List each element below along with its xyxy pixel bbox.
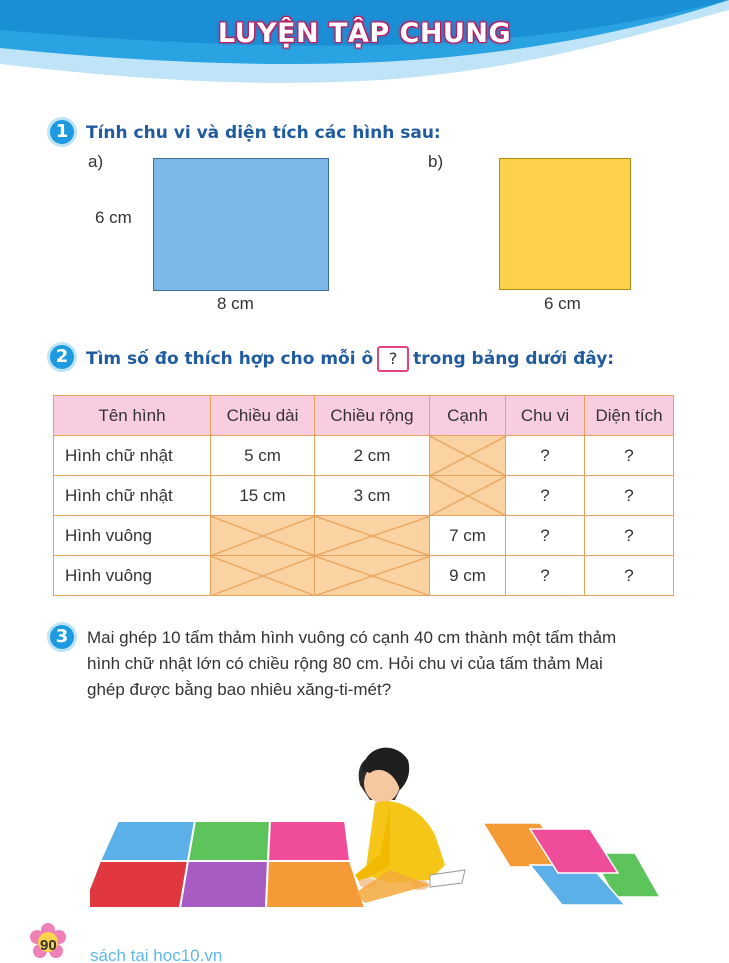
exercise-3-line-2: hình chữ nhật lớn có chiều rộng 80 cm. Hỏi chu vi của tấm thảm Mai	[87, 654, 603, 673]
table-cell: ?	[585, 476, 674, 516]
table-cell: Hình vuông	[54, 516, 211, 556]
header-area: Diện tích	[585, 396, 674, 436]
blocked-cell	[315, 556, 430, 596]
table-row	[54, 516, 674, 556]
measurement-table	[53, 395, 674, 596]
page-number: 90	[40, 937, 57, 954]
table-cell: 2 cm	[315, 436, 430, 476]
exercise-1b-label: b)	[428, 152, 444, 171]
square-side-label: 6 cm	[544, 294, 581, 313]
footer-watermark-text: sách tai hoc10.vn	[90, 946, 223, 963]
table-header-row	[54, 396, 674, 436]
table-cell: 3 cm	[315, 476, 430, 516]
header-perimeter: Chu vi	[506, 396, 585, 436]
table-cell: ?	[506, 556, 585, 596]
exercise-2-title-after: trong bảng dưới đây:	[413, 349, 615, 369]
blocked-cell	[430, 476, 506, 516]
header-length: Chiều dài	[211, 396, 315, 436]
table-cell: ?	[585, 436, 674, 476]
exercise-3-text	[87, 625, 687, 703]
exercise-3-line-3: ghép được bằng bao nhiêu xăng-ti-mét?	[87, 680, 392, 699]
rectangle-width-label: 8 cm	[217, 294, 254, 313]
exercise-3-line-1: Mai ghép 10 tấm thảm hình vuông có cạnh 40 cm thành một tấm thảm	[87, 628, 617, 647]
table-row	[54, 556, 674, 596]
exercise-2-title-before: Tìm số đo thích hợp cho mỗi ô	[86, 349, 374, 369]
page-header	[0, 0, 729, 100]
exercise-1a-label: a)	[88, 152, 104, 171]
header-side: Cạnh	[430, 396, 506, 436]
header-shape-name: Tên hình	[54, 396, 211, 436]
header-wave-decoration	[0, 0, 729, 100]
question-box-icon: ?	[377, 346, 409, 372]
table-cell: ?	[506, 476, 585, 516]
blocked-cell	[211, 516, 315, 556]
table-row	[54, 436, 674, 476]
girl-with-carpet-tiles-illustration	[90, 725, 670, 925]
table-cell: ?	[506, 516, 585, 556]
exercise-3-number-badge: 3	[47, 622, 77, 652]
blocked-cell	[430, 436, 506, 476]
header-width: Chiều rộng	[315, 396, 430, 436]
blocked-cell	[211, 556, 315, 596]
page-title: LUYỆN TẬP CHUNG	[217, 18, 512, 49]
yellow-square-figure	[499, 158, 631, 290]
table-cell: Hình chữ nhật	[54, 476, 211, 516]
table-cell: 15 cm	[211, 476, 315, 516]
rectangle-height-label: 6 cm	[95, 208, 132, 227]
table-cell: 9 cm	[430, 556, 506, 596]
table-row	[54, 476, 674, 516]
exercise-1-number-badge: 1	[47, 117, 77, 147]
exercise-2-number-badge: 2	[47, 342, 77, 372]
blue-rectangle-figure	[153, 158, 329, 291]
table-cell: ?	[585, 556, 674, 596]
table-cell: Hình vuông	[54, 556, 211, 596]
exercise-1-title: Tính chu vi và diện tích các hình sau:	[86, 123, 441, 143]
blocked-cell	[315, 516, 430, 556]
table-cell: 5 cm	[211, 436, 315, 476]
exercise-2-title	[86, 346, 614, 372]
table-cell: Hình chữ nhật	[54, 436, 211, 476]
table-cell: ?	[506, 436, 585, 476]
table-cell: 7 cm	[430, 516, 506, 556]
table-cell: ?	[585, 516, 674, 556]
